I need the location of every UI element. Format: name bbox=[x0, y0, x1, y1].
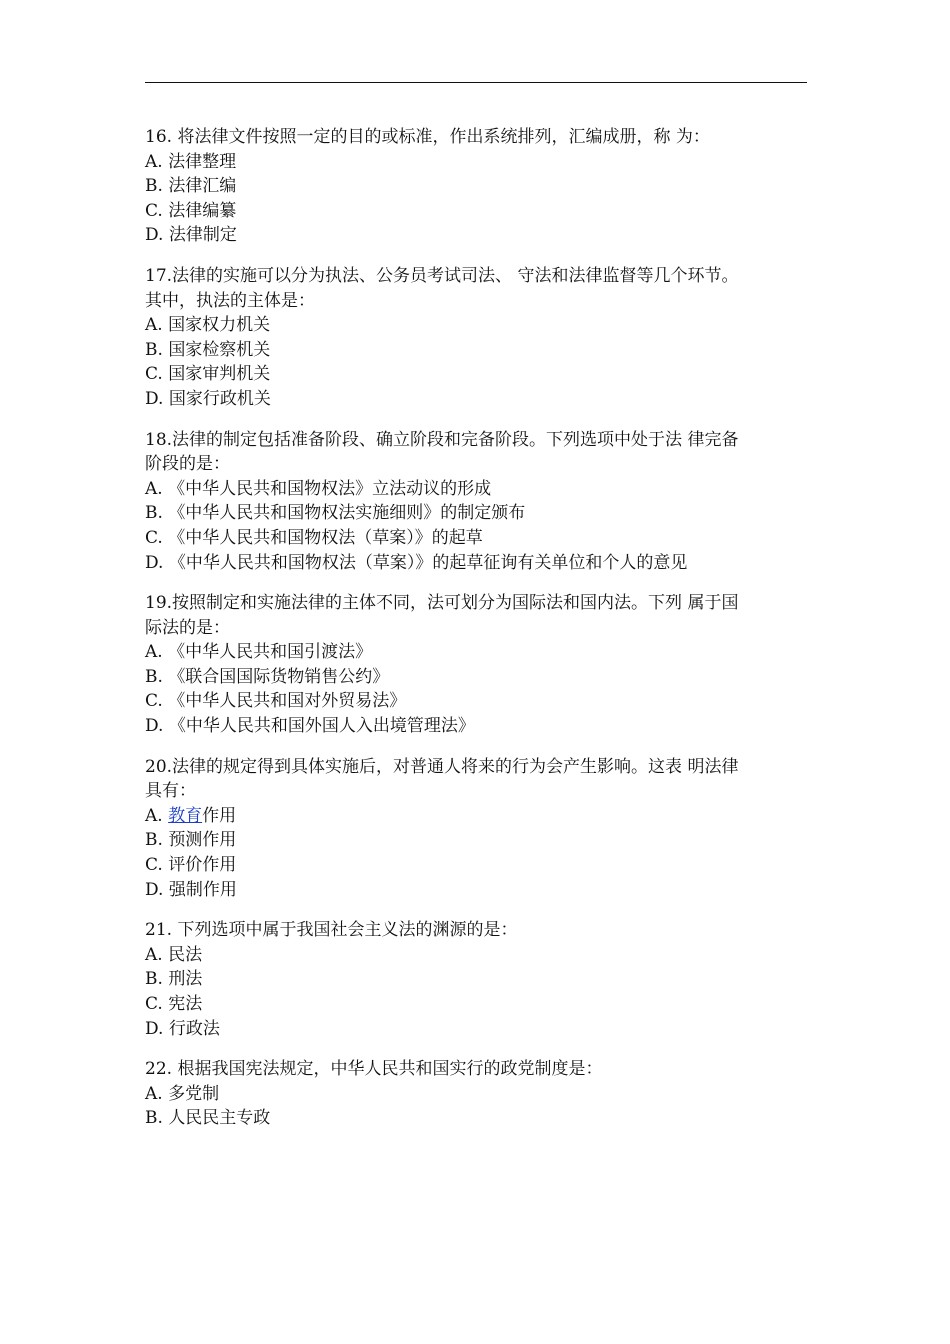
option-b: B. 刑法 bbox=[145, 969, 203, 990]
question-18 bbox=[145, 428, 807, 576]
option-b: B. 《中华人民共和国物权法实施细则》的制定颁布 bbox=[145, 503, 526, 524]
option-c: C. 评价作用 bbox=[145, 855, 237, 876]
option-c: C. 国家审判机关 bbox=[145, 364, 271, 385]
option-a: A. 国家权力机关 bbox=[145, 315, 271, 336]
question-21 bbox=[145, 918, 807, 1041]
header-rule bbox=[145, 82, 807, 83]
option-b: B. 预测作用 bbox=[145, 830, 237, 851]
option-a: A. 法律整理 bbox=[145, 151, 237, 172]
question-stem: 17.法律的实施可以分为执法、公务员考试司法、 守法和法律监督等几个环节。 bbox=[145, 265, 739, 286]
option-b: B. 《联合国国际货物销售公约》 bbox=[145, 666, 390, 687]
question-stem-cont: 际法的是： bbox=[145, 617, 230, 638]
question-22 bbox=[145, 1057, 807, 1131]
option-b: B. 国家检察机关 bbox=[145, 339, 271, 360]
option-d: D. 《中华人民共和国物权法（草案）》的起草征询有关单位和个人的意见 bbox=[145, 552, 688, 573]
question-stem: 16. 将法律文件按照一定的目的或标准，作出系统排列，汇编成册，称 为： bbox=[145, 127, 710, 147]
question-17 bbox=[145, 264, 807, 412]
question-stem-cont: 具有： bbox=[145, 781, 196, 802]
option-a: A. 《中华人民共和国物权法》立法动议的形成 bbox=[145, 478, 492, 499]
option-a: A. 教育作用 bbox=[145, 805, 237, 826]
question-stem-cont: 阶段的是： bbox=[145, 454, 230, 475]
option-d: D. 强制作用 bbox=[145, 879, 237, 900]
option-d: D. 《中华人民共和国外国人入出境管理法》 bbox=[145, 716, 475, 737]
option-c: C. 《中华人民共和国物权法（草案）》的起草 bbox=[145, 527, 483, 548]
option-a: A. 民法 bbox=[145, 944, 203, 965]
question-19 bbox=[145, 591, 807, 739]
question-stem: 19.按照制定和实施法律的主体不同，法可划分为国际法和国内法。下列 属于国 bbox=[145, 593, 739, 614]
question-20 bbox=[145, 755, 807, 903]
option-d: D. 行政法 bbox=[145, 1018, 220, 1039]
option-a: A. 多党制 bbox=[145, 1083, 220, 1104]
option-d: D. 国家行政机关 bbox=[145, 388, 271, 409]
question-stem: 22. 根据我国宪法规定，中华人民共和国实行的政党制度是： bbox=[145, 1059, 603, 1080]
option-c: C. 法律编纂 bbox=[145, 200, 237, 221]
option-a: A. 《中华人民共和国引渡法》 bbox=[145, 642, 373, 663]
question-stem: 18.法律的制定包括准备阶段、确立阶段和完备阶段。下列选项中处于法 律完备 bbox=[145, 429, 739, 450]
question-stem: 21. 下列选项中属于我国社会主义法的渊源的是： bbox=[145, 920, 518, 941]
education-link[interactable]: 教育 bbox=[168, 805, 203, 826]
option-c: C. 《中华人民共和国对外贸易法》 bbox=[145, 691, 407, 712]
option-c: C. 宪法 bbox=[145, 994, 203, 1014]
question-16 bbox=[145, 125, 807, 248]
question-stem-cont: 其中，执法的主体是： bbox=[145, 290, 315, 311]
option-d: D. 法律制定 bbox=[145, 225, 237, 246]
option-b: B. 法律汇编 bbox=[145, 176, 237, 197]
question-list bbox=[145, 125, 807, 1147]
option-b: B. 人民民主专政 bbox=[145, 1108, 271, 1129]
question-stem: 20.法律的规定得到具体实施后，对普通人将来的行为会产生影响。这表 明法律 bbox=[145, 756, 739, 777]
